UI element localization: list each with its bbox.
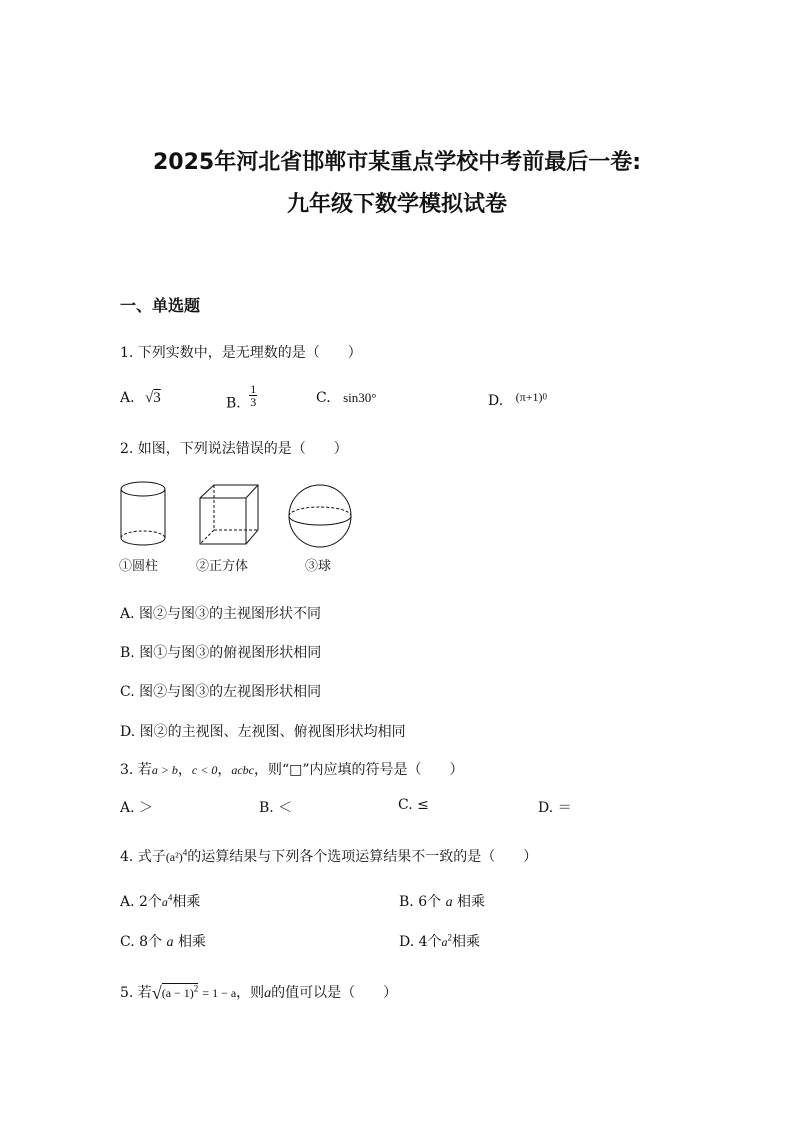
page-title-line2: 九年级下数学模拟试卷 bbox=[286, 192, 507, 217]
q2-option-a: A. 图②与图③的主视图形状不同 bbox=[120, 606, 322, 622]
q3-stem: 3. 若a > b，c < 0，acbc，则“□”内应填的符号是（ ） bbox=[120, 762, 464, 778]
page-title-line1: 2025年河北省邯郸市某重点学校中考前最后一卷: bbox=[152, 150, 642, 175]
q2-figure-sphere bbox=[284, 483, 356, 549]
q3-option-b: B. ＜ bbox=[259, 800, 293, 816]
q2-figure-cube bbox=[196, 482, 262, 548]
q3-option-c: C. ≤ bbox=[398, 797, 429, 813]
q4-stem: 4. 式子$(a^2)^4$的运算结果与下列各个选项运算结果不一致的是（ ） bbox=[120, 847, 538, 865]
q1-option-d: D. $(\pi+1)^0$ bbox=[488, 390, 547, 409]
q2-figure-label-sphere: ③球 bbox=[305, 559, 332, 574]
q2-figure-cylinder bbox=[116, 480, 172, 552]
q4-option-a: A. 2个$a^4$相乘 bbox=[120, 892, 201, 910]
q2-stem: 2. 如图，下列说法错误的是（ ） bbox=[120, 441, 348, 457]
q2-option-c: C. 图②与图③的左视图形状相同 bbox=[120, 684, 322, 700]
q4-option-c: C. 8个 a 相乘 bbox=[120, 934, 206, 950]
section-heading-single-choice: 一、单选题 bbox=[120, 296, 201, 315]
q2-option-d: D. 图②的主视图、左视图、俯视图形状均相同 bbox=[120, 724, 406, 740]
q1-stem: 1. 下列实数中，是无理数的是（ ） bbox=[120, 345, 362, 361]
q1-option-a: A. √3 bbox=[120, 390, 161, 406]
q2-figure-label-cylinder: ①圆柱 bbox=[119, 559, 159, 574]
q1-option-c: C. sin30° bbox=[316, 390, 377, 406]
q1-option-b: B. $\frac{1}{3}$ bbox=[226, 382, 257, 412]
q4-option-b: B. 6个 a 相乘 bbox=[399, 894, 486, 910]
q2-option-b: B. 图①与图③的俯视图形状相同 bbox=[120, 645, 322, 661]
q5-stem: 5. 若$√(a - 1)^2 = 1 - a$，则a的值可以是（ ） bbox=[120, 983, 398, 1003]
q3-option-d: D. ＝ bbox=[538, 800, 572, 816]
q4-option-d: D. 4个$a^2$相乘 bbox=[399, 932, 481, 950]
q3-option-a: A. ＞ bbox=[120, 800, 154, 816]
q2-figure-label-cube: ②正方体 bbox=[196, 559, 249, 574]
